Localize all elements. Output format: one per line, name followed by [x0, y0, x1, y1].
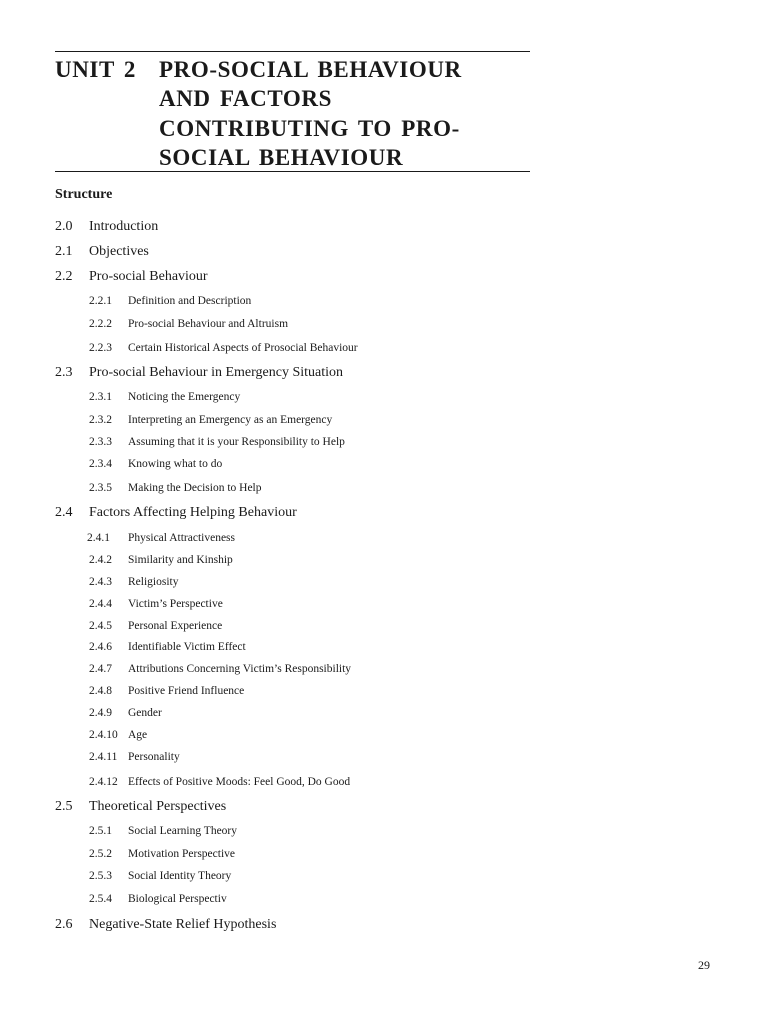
- toc-number: 2.4.4: [89, 598, 112, 610]
- toc-title: Assuming that it is your Responsibility to Help: [128, 436, 345, 448]
- toc-title: Motivation Perspective: [128, 848, 235, 860]
- toc-title: Negative-State Relief Hypothesis: [89, 917, 277, 932]
- toc-title: Gender: [128, 707, 162, 719]
- toc-title: Identifiable Victim Effect: [128, 641, 246, 653]
- toc-number: 2.3.2: [89, 414, 112, 426]
- unit-title-line-3: CONTRIBUTING TO PRO-: [159, 115, 460, 141]
- toc-number: 2.3.4: [89, 458, 112, 470]
- toc-title: Knowing what to do: [128, 458, 223, 470]
- toc-number: 2.0: [55, 219, 73, 234]
- toc-title: Pro-social Behaviour and Altruism: [128, 318, 289, 330]
- toc-title: Social Learning Theory: [128, 825, 238, 837]
- toc-number: 2.3.5: [89, 482, 112, 494]
- toc-title: Pro-social Behaviour in Emergency Situation: [89, 365, 344, 380]
- toc-number: 2.4.3: [89, 576, 112, 588]
- toc-number: 2.2: [55, 269, 73, 284]
- toc-number: 2.5.1: [89, 825, 112, 837]
- structure-heading: Structure: [55, 187, 113, 202]
- toc-title: Positive Friend Influence: [128, 685, 245, 697]
- toc-title: Definition and Description: [128, 295, 252, 307]
- toc-number: 2.4.12: [89, 776, 118, 788]
- toc-number: 2.4.9: [89, 707, 112, 719]
- header-bottom-rule: [55, 171, 530, 172]
- toc-number: 2.2.2: [89, 318, 112, 330]
- unit-title-line-1: PRO-SOCIAL BEHAVIOUR: [159, 57, 462, 82]
- toc-number: 2.5.2: [89, 848, 112, 860]
- toc-title: Theoretical Perspectives: [89, 799, 227, 814]
- toc-title: Introduction: [89, 219, 159, 234]
- toc-title: Factors Affecting Helping Behaviour: [89, 505, 297, 520]
- unit-title-line-2: AND FACTORS: [159, 86, 332, 112]
- toc-number: 2.4.2: [89, 554, 112, 566]
- toc-title: Religiosity: [128, 576, 179, 588]
- unit-label: UNIT 2: [55, 57, 136, 82]
- toc-number: 2.5.4: [89, 893, 112, 905]
- toc-number: 2.4.8: [89, 685, 112, 697]
- page-number: 29: [698, 958, 710, 972]
- toc-title: Objectives: [89, 244, 149, 259]
- toc-title: Victim’s Perspective: [128, 598, 223, 610]
- toc-number: 2.2.3: [89, 342, 112, 354]
- header-top-rule: [55, 51, 530, 52]
- toc-title: Similarity and Kinship: [128, 554, 233, 566]
- toc-number: 2.2.1: [89, 295, 112, 307]
- unit-title: [159, 55, 531, 172]
- toc-title: Personality: [128, 751, 180, 763]
- toc-title: Physical Attractiveness: [128, 532, 235, 544]
- unit-title-line-4: SOCIAL BEHAVIOUR: [159, 144, 404, 170]
- toc-number: 2.4.1: [87, 532, 110, 544]
- toc-number: 2.4.11: [89, 751, 118, 763]
- toc-title: Personal Experience: [128, 620, 223, 632]
- toc-number: 2.5: [55, 799, 73, 814]
- toc-title: Certain Historical Aspects of Prosocial Behaviour: [128, 342, 358, 354]
- toc-number: 2.1: [55, 244, 73, 259]
- toc-title: Noticing the Emergency: [128, 391, 241, 403]
- toc-number: 2.3.3: [89, 436, 112, 448]
- toc-title: Age: [128, 729, 148, 741]
- toc-number: 2.3: [55, 365, 73, 380]
- toc-number: 2.5.3: [89, 870, 112, 882]
- toc-title: Social Identity Theory: [128, 870, 232, 882]
- toc-title: Effects of Positive Moods: Feel Good, Do Good: [128, 776, 351, 788]
- toc-number: 2.3.1: [89, 391, 112, 403]
- toc-number: 2.4.6: [89, 641, 112, 653]
- toc-title: Making the Decision to Help: [128, 482, 262, 494]
- toc-number: 2.4.5: [89, 620, 112, 632]
- toc-title: Attributions Concerning Victim’s Responsibility: [128, 663, 352, 675]
- toc-number: 2.4.10: [89, 729, 118, 741]
- toc-title: Interpreting an Emergency as an Emergency: [128, 414, 333, 426]
- toc-number: 2.4.7: [89, 663, 112, 675]
- toc-title: Pro-social Behaviour: [89, 269, 208, 284]
- toc-number: 2.6: [55, 917, 73, 932]
- toc-number: 2.4: [55, 505, 73, 520]
- toc-title: Biological Perspectiv: [128, 893, 227, 905]
